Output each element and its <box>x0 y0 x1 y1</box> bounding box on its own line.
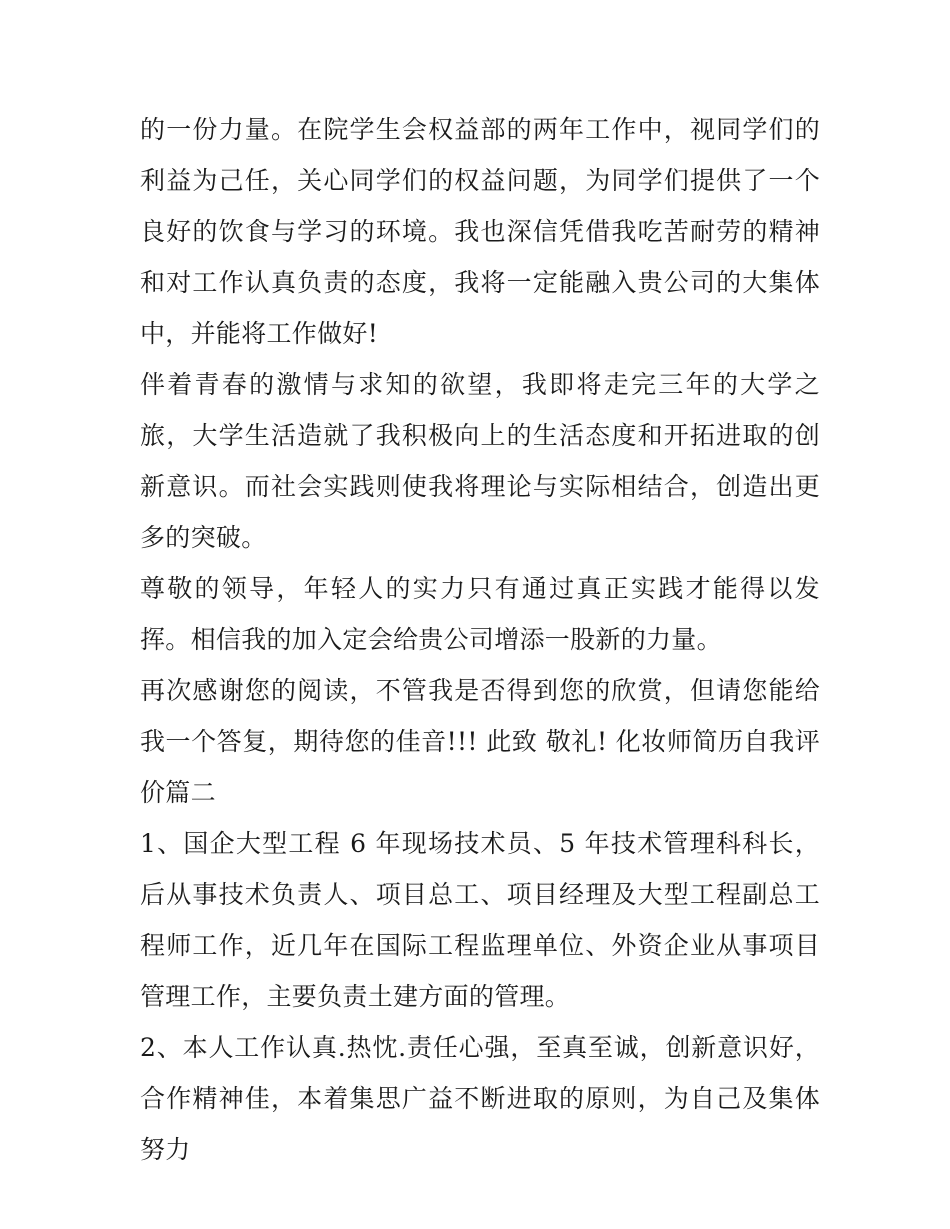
paragraph-4: 再次感谢您的阅读，不管我是否得到您的欣赏，但请您能给我一个答复，期待您的佳音!!! 此致 敬礼! 化妆师简历自我评价篇二 <box>140 676 820 807</box>
document-body <box>140 104 820 1175</box>
paragraph-3: 尊敬的领导，年轻人的实力只有通过真正实践才能得以发挥。相信我的加入定会给贵公司增添一股新的力量。 <box>140 574 820 654</box>
paragraph-1: 的一份力量。在院学生会权益部的两年工作中，视同学们的利益为己任，关心同学们的权益问题，为同学们提供了一个良好的饮食与学习的环境。我也深信凭借我吃苦耐劳的精神和对工作认真负责的态度，我将一定能融入贵公司的大集体中，并能将工作做好! <box>140 115 820 348</box>
paragraph-2: 伴着青春的激情与求知的欲望，我即将走完三年的大学之旅，大学生活造就了我积极向上的生活态度和开拓进取的创新意识。而社会实践则使我将理论与实际相结合，创造出更多的突破。 <box>140 370 820 552</box>
paragraph-6: 2、本人工作认真.热忱.责任心强，至真至诚，创新意识好，合作精神佳，本着集思广益不断进取的原则，为自己及集体努力 <box>140 1033 820 1164</box>
paragraph-5: 1、国企大型工程 6 年现场技术员、5 年技术管理科科长，后从事技术负责人、项目总工、项目经理及大型工程副总工程师工作，近几年在国际工程监理单位、外资企业从事项目管理工作，主要负责土建方面的管理。 <box>140 829 820 1011</box>
